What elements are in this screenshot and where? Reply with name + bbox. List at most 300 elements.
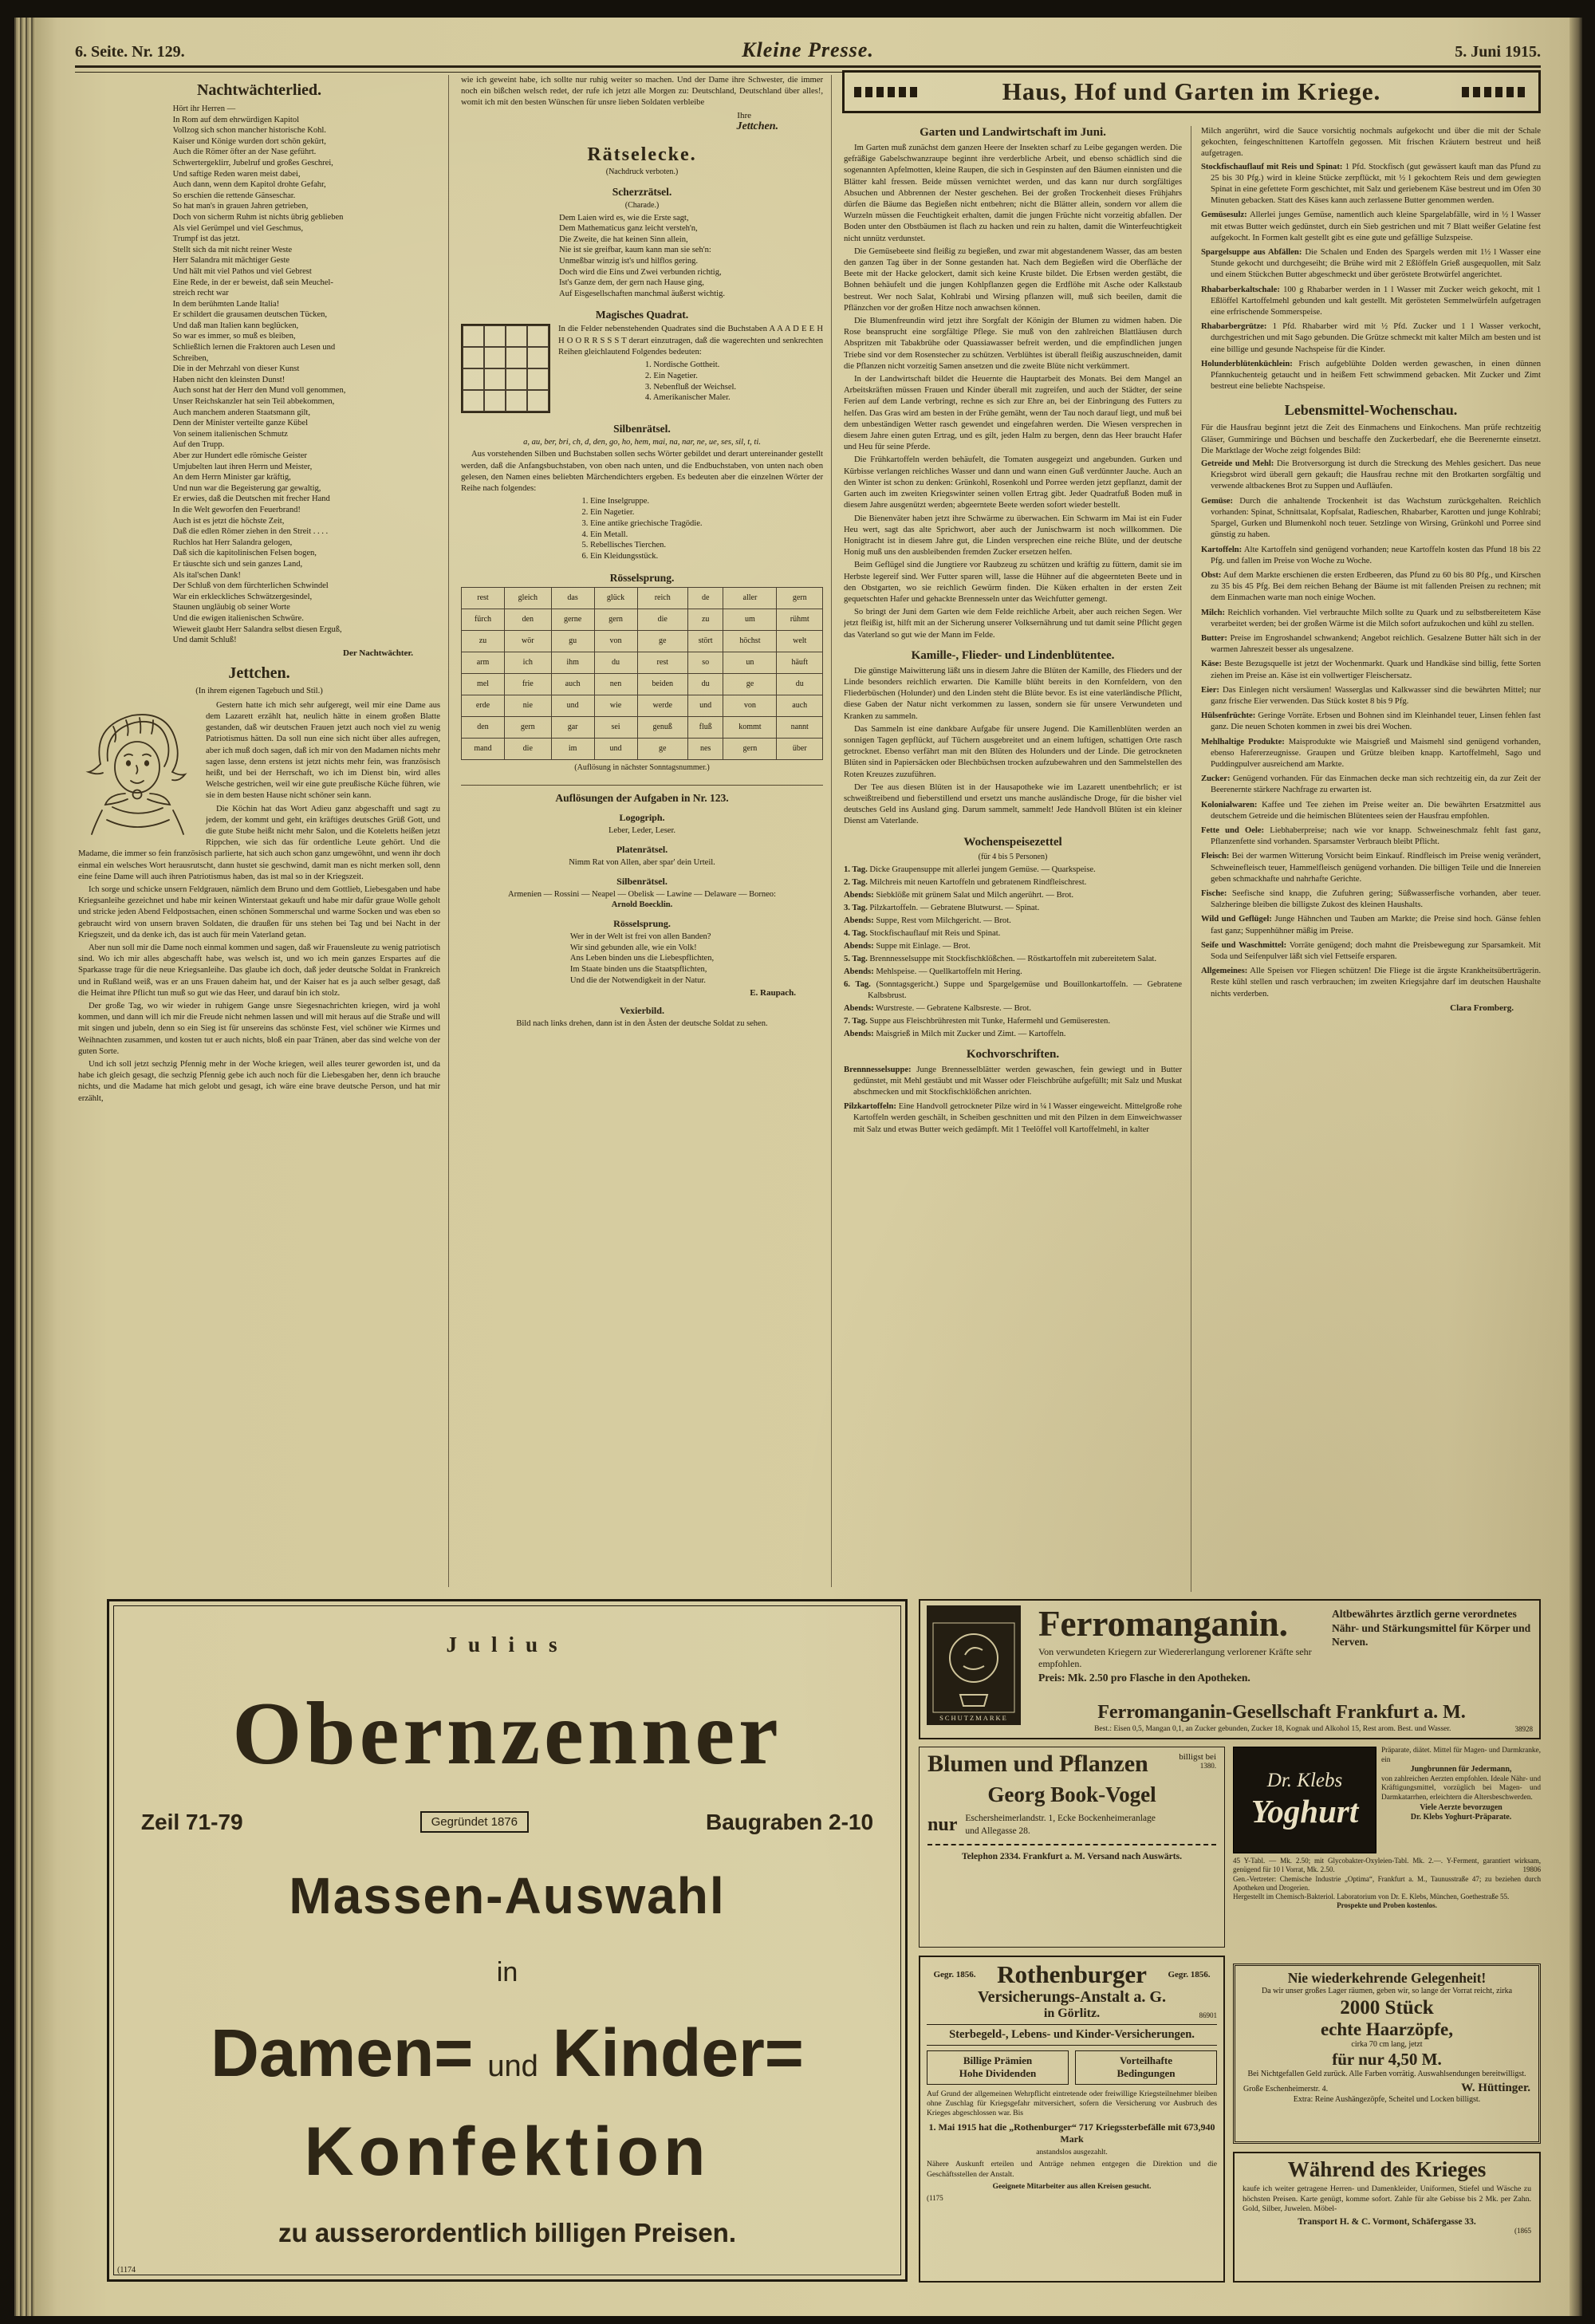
klebs-product: Yoghurt [1250,1793,1359,1830]
roessel-cell: glück [594,587,637,609]
menu-day: 2. Tag. Milchreis mit neuen Kartoffeln und gebratenem Rindfleischrest. [844,877,1087,887]
poem-line: Eine Rede, in der er beweist, daß sein Meuchel- [172,278,333,287]
ingredients-text: Best.: Eisen 0,5, Mangan 0,1, an Zucker gebunden, Zucker 18, Kognak und Alkohol 15, Rest arom. Best. und Wasser. [1094,1725,1451,1733]
ferromanganin-claim: Altbewährtes ärztlich gerne verordnetes Nähr- und Stärkungsmittel für Körper und Nerven. [1332,1608,1531,1648]
solution-roessel-title: Rösselsprung. [613,918,671,930]
column-1 [75,75,443,1587]
ad-obernzenner [107,1599,908,2282]
market-item: Zucker: Genügend vorhanden. Für das Einmachen decke man sich rechtzeitig ein, da zur Zeit der Beerenernte stärkere Nachfrage zu erwarten ist. [1201,774,1541,795]
menu-subtitle: (für 4 bis 5 Personen) [978,852,1048,861]
recipe: Holunderblütenküchlein: Frisch aufgeblühte Dolden werden gewaschen, in einen dünnen Pfannkuchenteig getaucht und in heißem Fett schwimmend gebacken. Mit Zucker und Zimt bestreut eine beliebte Nachspeise. [1201,359,1541,392]
poem-line: Dem Mathematicus ganz leicht versteh'n, [559,224,698,234]
poem-line: Doch von sicherm Ruhm ist nichts übrig geblieben [172,212,344,222]
paragraph: Aber nun soll mir die Dame noch einmal kommen und sagen, daß wir Frauensleute zu wenig patriotisch sind. Wo ich mir alles abgeschafft habe, was welsch ist, und wo ich mein ganzes Erspartes auf die Sparkasse trage für die neue Kriegsanleihe. Das glaube ich doch, daß jeder deutsche Soldat in Frankreich und in Rußland weiß, was er an uns Frauen daheim hat, und der Kaiser hat es ja auch selber gesagt, daß die Heimat ihre Pflicht tun muß so gut wie das Heer, und darauf bin ich stolz. [78,943,441,998]
paragraph: In der Landwirtschaft bildet die Heuernte die Hauptarbeit des Monats. Bei dem Mangel an Arbeitskräften müssen Frauen und Kinder überall mit zugreifen, und auch der Städter, der seine Ferien auf dem Lande verbringt, rechne es sich zur Ehre an, bei der Einbringung des Futters zu helfen. Das Gras wird am besten in der Frühe gemäht, wenn der Tau noch darauf liegt, und muß bei dem unbeständigen Wetter rasch gewendet und eingefahren werden. Die Wiesen versprechen in diesem Jahre einen guten Ertrag, und es gilt, jeden Halm zu bergen, denn das Heer braucht Hafer und Heu für seine Pferde. [844,375,1182,452]
menu-day: Abends: Suppe mit Einlage. — Brot. [844,941,971,951]
puzzle-title-silben: Silbenrätsel. [613,423,671,435]
rothenburger-war-payout: 1. Mai 1915 hat die „Rothenburger“ 717 Kriegssterbefälle mit 673,940 Mark [928,2121,1215,2145]
ad-obernzenner-founded: Gegründet 1876 [420,1811,529,1833]
menu-day: Abends: Suppe, Rest vom Milchgericht. — Brot. [844,916,1011,925]
blumen-ad-id: 1380. [1199,1762,1216,1770]
silben-clues [581,496,702,562]
solution-vexier: Bild nach links drehen, dann ist in den Ästen der deutsche Soldat zu sehen. [516,1019,768,1029]
market-item: Käse: Beste Bezugsquelle ist jetzt der Wochenmarkt. Quark und Handkäse sind billig, fette Sorten ziehen im Preise an. Käse ist ein vollwertiger Fleischersatz. [1201,660,1541,680]
binding-edge [14,18,37,2316]
roessel-cell: höchst [723,630,777,652]
solution-silben-title: Silbenrätsel. [616,875,668,887]
roessel-cell: fürch [462,609,505,630]
clue: 1. Eine Inselgruppe. [581,497,650,506]
tea-article-body [844,666,1182,828]
market-review-title: Lebensmittel-Wochenschau. [1284,402,1458,419]
paragraph: Der Tee aus diesen Blüten ist in der Hausapotheke wie im Lazarett unentbehrlich; er ist schweißtreibend und fieberstillend und ersetzt uns manche ausländische Droge, für die bisher viel deutsches Geld ins Ausland ging. Darum sammelt, sammelt! Jede Handvoll Blüten ist ein kleiner Dienst am Vaterlande. [844,782,1182,826]
poem-line: Vollzog sich schon mancher historische Kohl. [172,126,326,136]
roessel-cell: ich [504,652,551,673]
roessel-cell: un [723,652,777,673]
recipes-list-b [1201,162,1541,393]
recipe: Gemüsesulz: Allerlei junges Gemüse, namentlich auch kleine Spargelabfälle, wird in ½ l Wasser mit etwas Butter weich gedünstet, durch ein Sieb gestrichen und mit 7 Blatt weißer Gelatine fest aufgekocht. In Formen kalt gestellt gibt es eine gute und gefällige Sulzspeise. [1201,211,1541,242]
menu-day: Abends: Wurstreste. — Gebratene Kalbsreste. — Brot. [844,1003,1032,1013]
benefit-2b: Bedingungen [1116,2067,1176,2080]
jettchen-continuation: wie ich geweint habe, ich sollte nur ruhig weiter so machen. Und der Dame ihre Schwester, die immer noch ein bißchen welsch redet, der rufe ich jetzt alle Morgen zu: Deutschland, Deutschland über alles!, womit ich mit den besten Wünschen für unsre lieben Soldaten verbleibe [461,76,823,108]
recipe: Spargelsuppe aus Abfällen: Die Schalen und Enden des Spargels werden mit 1½ l Wasser eine Stunde gekocht und durchgeseiht; die Brühe wird mit 2 Eßlöffeln Grieß ausgequollen, mit Salz und einem Stückchen Butter abgeschmeckt und über geröstete Brotwürfel angerichtet. [1201,248,1541,280]
haar-terms: Bei Nichtgefallen Geld zurück. Alle Farben vorrätig. Auswahlsendungen bereitwilligst. [1247,2070,1526,2078]
paragraph: Im Garten muß zunächst dem ganzen Heere der Insekten scharf zu Leibe gegangen werden. Die gefräßige Gabelschwanzraupe beginnt ihre verderbliche Arbeit, und ebenso schädlich sind die sogenannten Apfelmotten, kleine Raupen, die sich in Gespinsten auf den Bäumen einnisten und die Blätter kahl fressen. Beide müssen vernichtet werden, und das kann nur durch sorgfältiges Absuchen und Abbrennen der Nester geschehen. Bei der großen Trockenheit dieses Frühjahrs dürfen die Bäume das Begießen nicht entbehren; nicht die Blätter allein, sondern vor allem die Wurzeln müssen die Feuchtigkeit erhalten, damit die jungen Früchte nicht vorzeitig abfallen. Der Boden unter den Obstbäumen ist flach zu hacken und rein zu halten, damit die Winterfeuchtigkeit nicht unnütz verdunstet. [844,144,1182,243]
roessel-cell: auch [777,695,823,716]
ad-obernzenner-tagline: zu ausserordentlich billigen Preisen. [278,2217,736,2247]
ad-waehrend-des-krieges [1233,2152,1541,2283]
poem-line: Dem Laien wird es, wie die Erste sagt, [559,213,689,223]
ad-dr-klebs [1233,1747,1541,1948]
solution-silben: Armenien — Rossini — Neapel — Obelisk — Lawine — Delaware — Borneo: [508,889,776,899]
recipes-title: Kochvorschriften. [966,1047,1060,1061]
paragraph: Die Gemüsebeete sind fleißig zu begießen, und zwar mit abgestandenem Wasser, das am besten den ganzen Tag über in der Sonne gestanden hat. Nach dem Begießen wird die Oberfläche der Beete mit der Hacke gelockert, damit sich keine Kruste bildet. Die Erbsen werden gestäbt, die Bohnen behäufelt und die jungen Kohlpflanzen gegen die Erdflöhe mit Asche oder Kalkstaub bestreut. Wer noch Salat, Kohlrabi und Wirsing pflanzen will, muß sich beeilen, damit die Pflänzchen vor der großen Hitze noch anwachsen können. [844,246,1182,313]
roessel-cell: von [723,695,777,716]
ferromanganin-bottom [1030,1702,1533,1733]
market-item: Kolonialwaren: Kaffee und Tee ziehen im Preise weiter an. Die bewährten Ersatzmittel aus deutschem Getreide und die heimischen Blütentees seien der Hausfrau empfohlen. [1201,800,1541,821]
poem-line: So hat man's in grauen Jahren getrieben, [172,202,309,211]
rothenburger-benefit-boxes [927,2050,1217,2085]
klebs-lab: Hergestellt im Chemisch-Bakteriol. Laboratorium von Dr. E. Klebs, München, Goethestraße 55. [1233,1893,1510,1901]
ferromanganin-trademark [927,1605,1021,1725]
paragraph: Die Köchin hat das Wort Adieu ganz abgeschafft und sagt zu jedem, der kommt und geht, ein kräftiges deutsches Grüß Gott, und die gute Stube heißt nicht mehr Salon, und die Koteletts heißen jetzt Rippchen, wie sich das für ordentliche Leute gehört. Und die Madame, die immer so fein französisch parlierte, hat sich auch schon ganz umgewöhnt, und wenn ihr doch einmal ein welsches Wort herausrutscht, dann hustet sie geschwind, damit man es nicht merken soll, denn eine feine Dame will auch ihren Patriotismus haben, das ist mal so in der Kriegszeit. [78,804,440,881]
roessel-cell: rühmt [777,609,823,630]
recipe: Brennnesselsuppe: Junge Brennesselblätter werden gewaschen, fein gewiegt und in Butter gedünstet, mit Mehl gestäubt und mit Wasser oder Fleischbrühe aufgefüllt; mit Salz und Muskat abschmecken und mit Stockfischklößchen anrichten. [844,1065,1182,1097]
roessel-cell: auch [551,673,594,695]
haar-address-row [1243,2082,1530,2095]
poem-line: Im Staate binden uns die Staatspflichten, [569,964,707,974]
tea-article-title: Kamille-, Flieder- und Lindenblütentee. [911,648,1115,662]
puzzle-corner-title: Rätselecke. [587,144,697,165]
poem-line: So war es immer, so muß es bleiben, [172,332,296,341]
ad-obernzenner-damen: Damen= [211,2015,474,2090]
clue: 6. Ein Kleidungsstück. [581,552,659,561]
poem-line: Und damit Schluß! [172,636,237,645]
poem-line: Schließlich lernen die Fraktoren auch Lesen und [172,343,336,353]
krieg-contact: Transport H. & C. Vormont, Schäfergasse 33. [1298,2217,1476,2227]
roessel-cell: beiden [637,673,687,695]
poem-line: Auch ist es jetzt die höchste Zeit, [172,516,285,526]
ferromanganin-title: Ferromanganin. [1038,1604,1288,1644]
roessel-cell: ihm [551,652,594,673]
trademark-figure-icon [931,1621,1016,1714]
poem-line: Und hält mit viel Pathos und viel Gebrest [172,266,312,276]
article-title-nachtwaechterlied: Nachtwächterlied. [196,81,322,99]
solutions-heading: Auflösungen der Aufgaben in Nr. 123. [461,785,823,805]
puzzle-title-quadrat: Magisches Quadrat. [595,309,689,321]
letter-signature: Jettchen. [736,120,778,132]
poem-line: Umjubelten laut ihren Herrn und Meister, [172,462,313,471]
poem-line: Wieweit glaubt Herr Salandra selbst diesen Erguß, [172,624,342,634]
benefit-1b: Hohe Dividenden [959,2067,1037,2080]
roessel-cell: so [687,652,723,673]
klebs-side-4: Dr. Klebs Yoghurt-Präparate. [1410,1813,1512,1822]
paragraph: Und ich soll jetzt sechzig Pfennig mehr in der Woche kriegen, weil alles teurer geworden ist, und da habe ich gleich gesagt, die sechzig Pfennig gebe ich auch noch für die Liebesgaben her, denn ich brauche nichts, und die Madame hat mich gelobt und gesagt, ich wäre eine brave deutsche Person, und hat mir erzählt, [78,1059,440,1103]
market-item: Fische: Seefische sind knapp, die Zufuhren gering; Süßwasserfische vorhanden, aber teuer. Salzheringe bleiben die billigste Zukost des kleinen Haushalts. [1201,888,1541,910]
krieg-body: kaufe ich weiter getragene Herren- und Damenkleider, Uniformen, Stiefel und Wäsche zu höchsten Preisen. Karte genügt, komme sofort. Zahle für alte Gebisse bis 2 Mk. per Zahn. Gold, Silber, Juwelen. Möbel- [1243,2184,1531,2214]
solution-platen-title: Platenrätsel. [616,843,668,855]
poem-line: Hört ihr Herren — [172,104,236,113]
ad-obernzenner-id: (1174 [117,2266,136,2275]
puzzle-title-roessel: Rösselsprung. [609,571,675,584]
poem-line: Als ital'schen Dank! [172,570,241,580]
krieg-title: Während des Krieges [1287,2157,1487,2181]
roessel-cell: wie [594,695,637,716]
ad-obernzenner-headline: Massen-Auswahl [289,1867,726,1925]
ad-rothenburger [919,1956,1225,2283]
poem-line: Und saftige Reden waren meist dabei, [172,169,301,179]
magic-square-instructions: In die Felder nebenstehenden Quadrates sind die Buchstaben A A A D E E H H O O R R S S S T derart einzutragen, daß die wagerechten und senkrechten Reihen gleichlautend Folgendes bedeuten: [558,325,823,356]
klebs-price-text: 45 Y-Tabl. — Mk. 2.50; mit Glycobakter-Oxyleien-Tabl. Mk. 2.—. Y-Ferment, garantiert wirksam, genügend für 10 l Vorrat, Mk. 2.50. [1233,1857,1541,1874]
menu-day: 7. Tag. Suppe aus Fleischbrühresten mit Tunke, Hafermehl und Gemüseresten. [844,1016,1110,1026]
roessel-cell: wör [504,630,551,652]
rothenburger-products: Sterbegeld-, Lebens- und Kinder-Versicherungen. [927,2024,1217,2046]
trademark-caption: SCHUTZMARKE [939,1714,1008,1722]
roessel-cell: nannt [777,716,823,738]
poem-line: Kaiser und Könige wurden dort schön gekürt, [172,136,326,146]
ad-obernzenner-address-left: Zeil 71-79 [140,1809,243,1834]
ad-blumen [919,1747,1225,1948]
roessel-cell: nie [504,695,551,716]
poem-line: Unser Reichskanzler hat sein Teil abbekommen, [172,397,335,407]
clue: 2. Ein Nagetier. [644,371,698,380]
feature-header [842,70,1541,113]
benefit-box-1 [927,2050,1069,2085]
roessel-cell: und [594,738,637,759]
roessel-cell: den [462,716,505,738]
paragraph: Die günstige Maiwitterung läßt uns in diesem Jahre die Blüten der Kamille, des Flieders und der Linde besonders reichlich erwarten. Die Kamille blüht bereits in den Kornfeldern, von den Fliederbüschen (Holunder) und den Linden steht die Blüte bevor. Es ist eine vaterländische Pflicht, diese Gaben der Natur nicht verkommen zu lassen, sondern sie für unsere Verwundeten und Kranken zu sammeln. [844,666,1182,721]
poem-line: Schwertergeklirr, Jubelruf und großes Geschrei, [172,158,333,167]
menu-day: 1. Tag. Dicke Graupensuppe mit allerlei jungem Gemüse. — Quarkspeise. [844,865,1096,874]
market-item: Kartoffeln: Alte Kartoffeln sind genügend vorhanden; neue Kartoffeln kosten das Pfund 18 bis 22 Pfg. und fallen im Preise von Woche zu Woche. [1201,545,1541,565]
blumen-address-2: und Allegasse 28. [965,1826,1030,1837]
magic-square-clues [645,360,736,404]
roessel-cell: gu [551,630,594,652]
poem-line: An dem Herrn Minister gar kräftig, [172,473,291,483]
poem-nachtwaechterlied [173,104,346,646]
blumen-address [965,1812,1156,1838]
roessel-cell: de [687,587,723,609]
paragraph: Der große Tag, wo wir wieder in ruhigem Gange unsre Siegesnachrichten kriegen, wird ja wohl kommen, und dann will ich mir die Freude nicht nehmen lassen und will mit heraus auf die Straße und will mit singen und jubeln, denn so ein Sieg ist für unsereins das schönste Fest, viel schöner wie Kirmes und Weihnachten zusammen, und kosten tut er auch nichts, bloß ein paar Tränen, aber das sind welche von der guten Sorte. [78,1001,440,1056]
ferromanganin-body: Von verwundeten Kriegern zur Wiedererlangung verlorener Kräfte sehr empfohlen. [1038,1646,1312,1670]
ornament-bar-right [1462,87,1529,97]
blumen-footer: Telephon 2334. Frankfurt a. M. Versand nach Auswärts. [962,1852,1182,1862]
menu-day: Abends: Siebklöße mit grünem Salat und Milch angerührt. — Brot. [844,890,1074,900]
klebs-ad-id: 19806 [1522,1865,1541,1874]
krieg-ad-id: (1865 [1514,2227,1531,2235]
page-number: 6. Seite. Nr. 129. [75,43,185,61]
roessel-cell: mel [462,673,505,695]
klebs-small-print [1233,1857,1541,1911]
market-review-intro: Für die Hausfrau beginnt jetzt die Zeit des Einmachens und Einkochens. Man prüfe rechtzeitig Gläser, Gummiringe und Büchsen und beschaffe den Zuckerbedarf, ehe die Beerenernte einsetzt. Die Marktlage der Woche zeigt folgendes Bild: [1201,423,1541,455]
ferromanganin-price: Preis: Mk. 2.50 pro Flasche in den Apotheken. [1038,1672,1250,1684]
klebs-top-row [1233,1747,1541,1853]
poem-line: Er schildert die grausamen deutschen Tücken, [172,310,328,320]
market-item: Wild und Geflügel: Junge Hähnchen und Tauben am Markte; die Preise sind hoch. Gänse fehlen fast ganz; Suppenhühner mäßig im Preise. [1201,915,1541,936]
rothenburger-payout-note: anstandslos ausgezahlt. [1036,2147,1108,2157]
roessel-cell: rest [637,652,687,673]
solution-logogriph-title: Logogriph. [619,811,665,823]
roessel-cell: im [551,738,594,759]
blumen-merchant-name: Georg Book-Vogel [987,1782,1156,1806]
magic-square-text [558,324,823,407]
column-divider [448,75,449,1587]
roessel-cell: das [551,587,594,609]
garden-article-body [844,143,1182,641]
roessel-cell: rest [462,587,505,609]
poem-line: Wer in der Welt ist frei von allen Banden? [569,932,711,942]
roessel-cell: du [687,673,723,695]
market-item: Fette und Oele: Liebhaberpreise; nach wie vor knapp. Schweineschmalz fehlt fast ganz, Pflanzenfette sind vorhanden. Sparsamster Verbrauch bleibt Pflicht. [1201,825,1541,847]
poem-line: Auf Eisgesellschaften manchmal äußerst wichtig. [559,289,725,298]
blumen-side [1179,1752,1216,1770]
poem-line: Staunen ungläubig ob seiner Worte [172,603,290,613]
poem-line: Daß die edlen Römer ziehen in den Streit . . . . [172,527,329,537]
roessel-cell: welt [777,630,823,652]
roessel-cell: arm [462,652,505,673]
rothenburger-city: in Görlitz. [1043,2007,1101,2020]
roessel-cell: und [551,695,594,716]
recipe: Rhabarbergrütze: 1 Pfd. Rhabarber wird mit ½ Pfd. Zucker und 1 l Wasser verkocht, durchgestrichen und mit Sago gebunden. Die Grütze schmeckt mit kalter Milch am besten und ist eine billige und gesunde Nachspeise für die Kinder. [1201,322,1541,354]
clue: 3. Eine antike griechische Tragödie. [581,518,703,528]
poem-line: Als viel Gerümpel und viel Geschmus, [172,223,303,233]
roessel-cell: ge [723,673,777,695]
newspaper-title: Kleine Presse. [742,38,874,61]
clue: 4. Amerikanischer Maler. [644,393,731,403]
roessel-cell: genuß [637,716,687,738]
roessel-cell: erde [462,695,505,716]
poem-line: Denn der Minister verteilte ganze Kübel [172,419,309,428]
clue: 1. Nordische Gottheit. [644,360,720,369]
poem-line: Nie ist sie greifbar, kaum kann man sie seh'n: [559,246,711,255]
benefit-1a: Billige Prämien [963,2054,1033,2066]
reprint-note: (Nachdruck verboten.) [605,167,679,176]
ad-obernzenner-name: Obernzenner [232,1684,782,1783]
ad-obernzenner-firstname: Julius [446,1633,569,1657]
poem-line: Der Schluß von dem fürchterlichen Schwindel [172,581,329,591]
ferromanganin-main [1030,1605,1332,1702]
ad-haarzoepfe [1233,1964,1541,2144]
masthead [75,38,1541,62]
menu-title: Wochenspeisezettel [963,835,1062,849]
market-item: Milch: Reichlich vorhanden. Viel verbrauchte Milch sollte zu Quark und zu selbstbereitetem Käse verarbeitet werden; bei der großen Wärme ist die Milch sofort aufzukochen und kühl zu stellen. [1201,608,1541,628]
poem-line: Daß sich die kapitolinischen Felsen bogen, [172,549,317,558]
klebs-side-2: von zahlreichen Aerzten empfohlen. Ideale Nähr- und Kräftigungsmittel, vorzüglich bei Magen- und Darmkatarrhen, erleichtern die Altersbeschwerden. [1381,1775,1541,1802]
poem-line: Haben nicht den kleinsten Dunst! [172,375,286,384]
poem-line: Stellt sich da mit nicht reiner Weste [172,245,293,254]
ferromanganin-ingredients [1030,1725,1533,1733]
garden-article-title: Garten und Landwirtschaft im Juni. [920,126,1106,139]
poem-line: Schreiben, [172,353,209,363]
paragraph: Ich sorge und schicke unsern Feldgrauen, nämlich dem Bruno und dem Gottlieb, Liebesgaben und habe Kriegsanleihe gezeichnet und habe mir keinen Winterstaat gekauft und habe mir dafür graue Wolle geholt und stricke jeden Abend Feldpostsachen, einen schönen Sommerschal und warme Socken und was eben so gebraucht wird von unsern braven Soldaten, die draußen für uns stehen bei Tag und bei Nacht in der Kriegszeit, und da denke ich, das ist auch für mein Vaterland getan. [78,884,440,939]
poem-line: Und die ewigen italienischen Schwüre. [172,613,304,623]
market-item: Hülsenfrüchte: Geringe Vorräte. Erbsen und Bohnen sind im Kleinhandel teuer, Linsen fehlen fast ganz. Die neuen Schoten kommen in zwei bis drei Wochen. [1201,711,1541,732]
menu-day: 4. Tag. Stockfischauflauf mit Reis und Spinat. [844,928,1001,938]
roessel-cell: gar [551,716,594,738]
roessel-cell: fluß [687,716,723,738]
poem-line: Unmeßbar winzig ist's und hilflos gering. [559,256,698,266]
klebs-name: Dr. Klebs [1266,1770,1343,1791]
market-item: Eier: Das Einlegen nicht versäumen! Wasserglas und Kalkwasser sind die bewährten Mittel; nur ganz frische Eier verwenden. Das Stück kostet 8 bis 9 Pfg. [1201,685,1541,706]
roessel-cell: die [504,738,551,759]
poem-line: War ein erkleckliches Schwätzergesindel, [172,592,313,601]
menu-day: 6. Tag. (Sonntagsgericht.) Suppe und Spargelgemüse und Bouillonkartoffeln. — Gebratene Kalbsbrust. [844,979,1182,1000]
solution-roessel-author: E. Raupach. [750,988,796,999]
charade-poem [559,213,725,300]
blumen-address-block [927,1812,1216,1838]
clue: 2. Ein Nagetier. [581,507,635,517]
solution-platen: Nimm Rat von Allen, aber spar' dein Urteil. [569,857,715,867]
haar-length: cirka 70 cm lang, jetzt [1351,2039,1423,2049]
poem-line: Die in der Mehrzahl von dieser Kunst [172,364,300,374]
woman-bonnet-sketch [78,703,199,841]
roessel-cell: du [594,652,637,673]
roessel-cell: und [687,695,723,716]
solution-logogriph: Leber, Leder, Leser. [608,825,675,835]
roessel-cell: sei [594,716,637,738]
roessel-cell: reich [637,587,687,609]
ad-obernzenner-address-right: Baugraben 2-10 [705,1809,874,1834]
blumen-ornament-rule [927,1844,1216,1845]
jettchen-portrait-illustration [78,703,199,841]
roessel-cell: gern [594,609,637,630]
poem-line: Er erwies, daß die Deutschen mit frecher Hand [172,494,330,504]
knights-move-grid [461,587,823,760]
blumen-subtitle: billigst bei [1179,1752,1216,1762]
market-item: Obst: Auf dem Markte erschienen die ersten Erdbeeren, das Pfund zu 60 bis 80 Pfg., und Kirschen zu 35 bis 45 Pfg. Bei dem reichen Behang der Bäume ist mit fallenden Preisen zu rechnen; mit dem Einmachen warte man noch einige Wochen. [1201,570,1541,603]
clue: 5. Rebellisches Tierchen. [581,541,667,550]
paragraph: So bringt der Juni dem Garten wie dem Felde reichliche Arbeit, aber auch reichen Segen. Wer jetzt fleißig ist, hilft mit an der Sicherung unserer Volksernährung und tut damit seine Pflicht gegen das Vaterland so gut wie der Mann im Felde. [844,608,1182,640]
ad-obernzenner-konfektion: Konfektion [304,2113,711,2191]
roessel-cell: du [777,673,823,695]
roessel-cell: die [637,609,687,630]
ad-obernzenner-category-line [211,2015,804,2090]
feature-title: Haus, Hof und Garten im Kriege. [1002,77,1381,105]
rothenburger-war-clause: Auf Grund der allgemeinen Wehrpflicht eintretende oder freiwillige Kriegsteilnehmer bleiben ohne Zuschlag für Kriegsgefahr mitversichert, sofern die Versicherung vor Ausbruch des Krieges abgeschlossen war. Bis [927,2089,1217,2118]
article-subtitle-jettchen: (In ihrem eigenen Tagebuch und Stil.) [195,686,323,695]
paper-sheet [37,18,1569,2316]
poem-line: Er täuschte sich und sein ganzes Land, [172,559,303,569]
silben-instructions: Aus vorstehenden Silben und Buchstaben sollen sechs Wörter gebildet und derart untereinander gestellt werden, daß die Anfangsbuchstaben, von oben nach unten, und die Endbuchstaben, von unten nach oben gelesen, den Namen eines beliebten Märchendichters ergeben. Es bedeuten aber die einzelnen Wörter der Reihe nach folgendes: [461,450,823,493]
roessel-cell: gern [504,716,551,738]
haar-product: echte Haarzöpfe, [1320,2019,1454,2039]
poem-line: Die Zweite, die hat keinen Sinn allein, [559,234,688,244]
haar-quantity: 2000 Stück [1340,1996,1434,2019]
magic-square-row [461,324,823,413]
syllable-list: a, au, ber, bri, ch, d, den, go, ho, hem, mai, na, nar, ne, ue, ses, sil, t, ti. [523,438,761,447]
poem-line: Auch manchem anderen Staatsmann gilt, [172,408,310,417]
roessel-cell: stört [687,630,723,652]
solution-roessel-poem [570,932,714,986]
paragraph: Die Frühkartoffeln werden behäufelt, die Tomaten ausgegeizt und angebunden. Gurken und Kürbisse verlangen reichliches Wasser und dann und wann einen Guß verdünnter Jauche. Auch an den Winter ist schon zu denken: Grünkohl, Rosenkohl und Porree werden jetzt gepflanzt, damit der Garten auch im zweiten Kriegswinter seinen vollen Ertrag gibt. Jeder Quadratfuß Boden muß in diesem Jahre ausgenützt werden; abgeerntete Beete werden sofort wieder bestellt. [844,455,1182,510]
paragraph: Die Blumenfreundin wird jetzt ihre Sorgfalt der Königin der Blumen zu widmen haben. Die Rose beansprucht eine sorgfältige Pflege. Sie muß von den zahlreichen Blattläusen durch Abspritzen mit Tabakbrühe oder Quassiawasser befreit werden, und die empfindlichen jungen Triebe sind vor dem Rosenstecher zu schützen. Verblühtes ist überall fleißig auszuschneiden, damit die Pflanzen nicht vorzeitig Samen ansetzen und die zweite Blüte nicht verkümmert. [844,317,1182,371]
roessel-cell: um [723,609,777,630]
roessel-cell: frie [504,673,551,695]
poem-signature: Der Nachtwächter. [343,648,413,658]
roessel-cell: nes [687,738,723,759]
roessel-cell: zu [462,630,505,652]
poem-line: Von seinem italienischen Schmutz [172,429,288,439]
menu-day: Abends: Mehlspeise. — Quellkartoffeln mit Hering. [844,967,1022,976]
solution-silben-name: Arnold Boecklin. [611,900,673,910]
poem-line: So erschien die rettende Gänseschar. [172,191,296,200]
recipe-continuation: Milch angerührt, wird die Sauce vorsichtig nochmals aufgekocht und über die mit der Schale gekochten, feingeschnittenen Kartoffeln gegossen. Mit frischen Kräutern bestreut und heiß aufgetragen. [1201,127,1541,159]
poem-line: Auch die Römer öfter an der Nase geführt. [172,148,317,157]
haar-address: Große Eschenheimerstr. 4. [1243,2084,1329,2094]
poem-line: Und die der Notwendigkeit in der Natur. [569,975,706,985]
issue-date: 5. Juni 1915. [1455,43,1541,61]
market-item: Fleisch: Bei der warmen Witterung Vorsicht beim Einkauf. Rindfleisch im Preise wenig verändert, Schweinefleisch teuer, Hammelfleisch genügend vorhanden. Die billigen Teile und die Innereien geben schmackhafte und nahrhafte Gerichte. [1201,852,1541,884]
roessel-cell: gerne [551,609,594,630]
poem-line: Ans Leben binden uns die Liebespflichten, [569,954,715,963]
klebs-side-headline: Jungbrunnen für Jedermann, [1410,1765,1512,1775]
menu-day: Abends: Maisgrieß in Milch mit Zucker und Zimt. — Kartoffeln. [844,1029,1066,1038]
klebs-prices [1233,1857,1541,1875]
poem-line: Auf den Trupp. [172,440,225,450]
benefit-2a: Vorteilhafte [1120,2054,1172,2066]
poem-line: Aber zur Hundert edle römische Geister [172,451,307,460]
recipe: Rhabarberkaltschale: 100 g Rhabarber werden in 1 l Wasser mit Zucker weich gekocht, mit 1 Eßlöffel Kartoffelmehl gebunden und kalt gestellt. Mit gerösteten Semmelwürfeln aufgetragen eine erfrischende Sommerspeise. [1201,285,1541,317]
rothenburger-ad-id-2: (1175 [927,2193,943,2202]
roessel-cell: ge [637,738,687,759]
haar-title: Nie wiederkehrende Gelegenheit! [1287,1970,1487,1986]
roessel-cell: aller [723,587,777,609]
roessel-cell: zu [687,609,723,630]
rothenburger-founded-right: Gegr. 1856. [1168,1969,1211,1979]
paragraph: Gestern hatte ich mich sehr aufgeregt, weil mir eine Dame aus dem Lazarett erzählt hat, neulich hätte in einem großen Blatte gestanden, daß wir deutschen Frauen jetzt auch noch viel zu wenig Patriotismus hätten. Da soll nun eine sich nicht über alles aufregen, aber ich muß doch sagen, daß ich mir von den Madamen nichts mehr sagen lasse, denn erstens ist jetzt nichts mehr fein, was französisch heißt, und bei der Herrschaft, wo ich im Dienst bin, wird alles Welsche gestrichen, weil wir eine gute preußische Küche führen, wie sie in dem besten Hause nicht schöner sein kann. [206,700,440,801]
haar-price: für nur 4,50 M. [1332,2050,1442,2069]
feature-section [842,70,1541,1593]
rothenburger-title: Rothenburger [997,1960,1147,1988]
roessel-cell: den [504,609,551,630]
benefit-box-2 [1075,2050,1217,2085]
ad-obernzenner-address-row [141,1810,873,1835]
roessel-cell: über [777,738,823,759]
rothenburger-subtitle: Versicherungs-Anstalt a. G. [978,1988,1166,2006]
page-edge-right [1569,18,1582,2316]
blumen-nur: nur [927,1814,958,1835]
ornament-bar-left [854,87,921,97]
klebs-side-1: Präparate, diätet. Mittel für Magen- und Darmkranke, ein [1381,1747,1541,1764]
roessel-cell: gleich [504,587,551,609]
solution-vexier-title: Vexierbild. [620,1005,664,1017]
market-review-items [1201,459,1541,1000]
puzzle-sub-scherz: (Charade.) [624,200,660,210]
poem-line: Trumpf ist das jetzt. [172,234,240,244]
recipe: Stockfischauflauf mit Reis und Spinat: 1 Pfd. Stockfisch (gut gewässert kauft man das Pfund zu 25 bis 30 Pfg.) wird in kleine Stücke zerpflückt, mit ½ l gekochtem Reis und dem gewiegten Spinat in eine gefettete Form geschichtet, mit Salz und geriebenem Käse bestreut und im Ofen 30 Minuten gebacken. Statt des Käses kann auch zerlassene Butter genommen werden. [1201,162,1541,206]
roessel-cell: kommt [723,716,777,738]
rothenburger-ad-id: 86901 [1199,2011,1217,2019]
